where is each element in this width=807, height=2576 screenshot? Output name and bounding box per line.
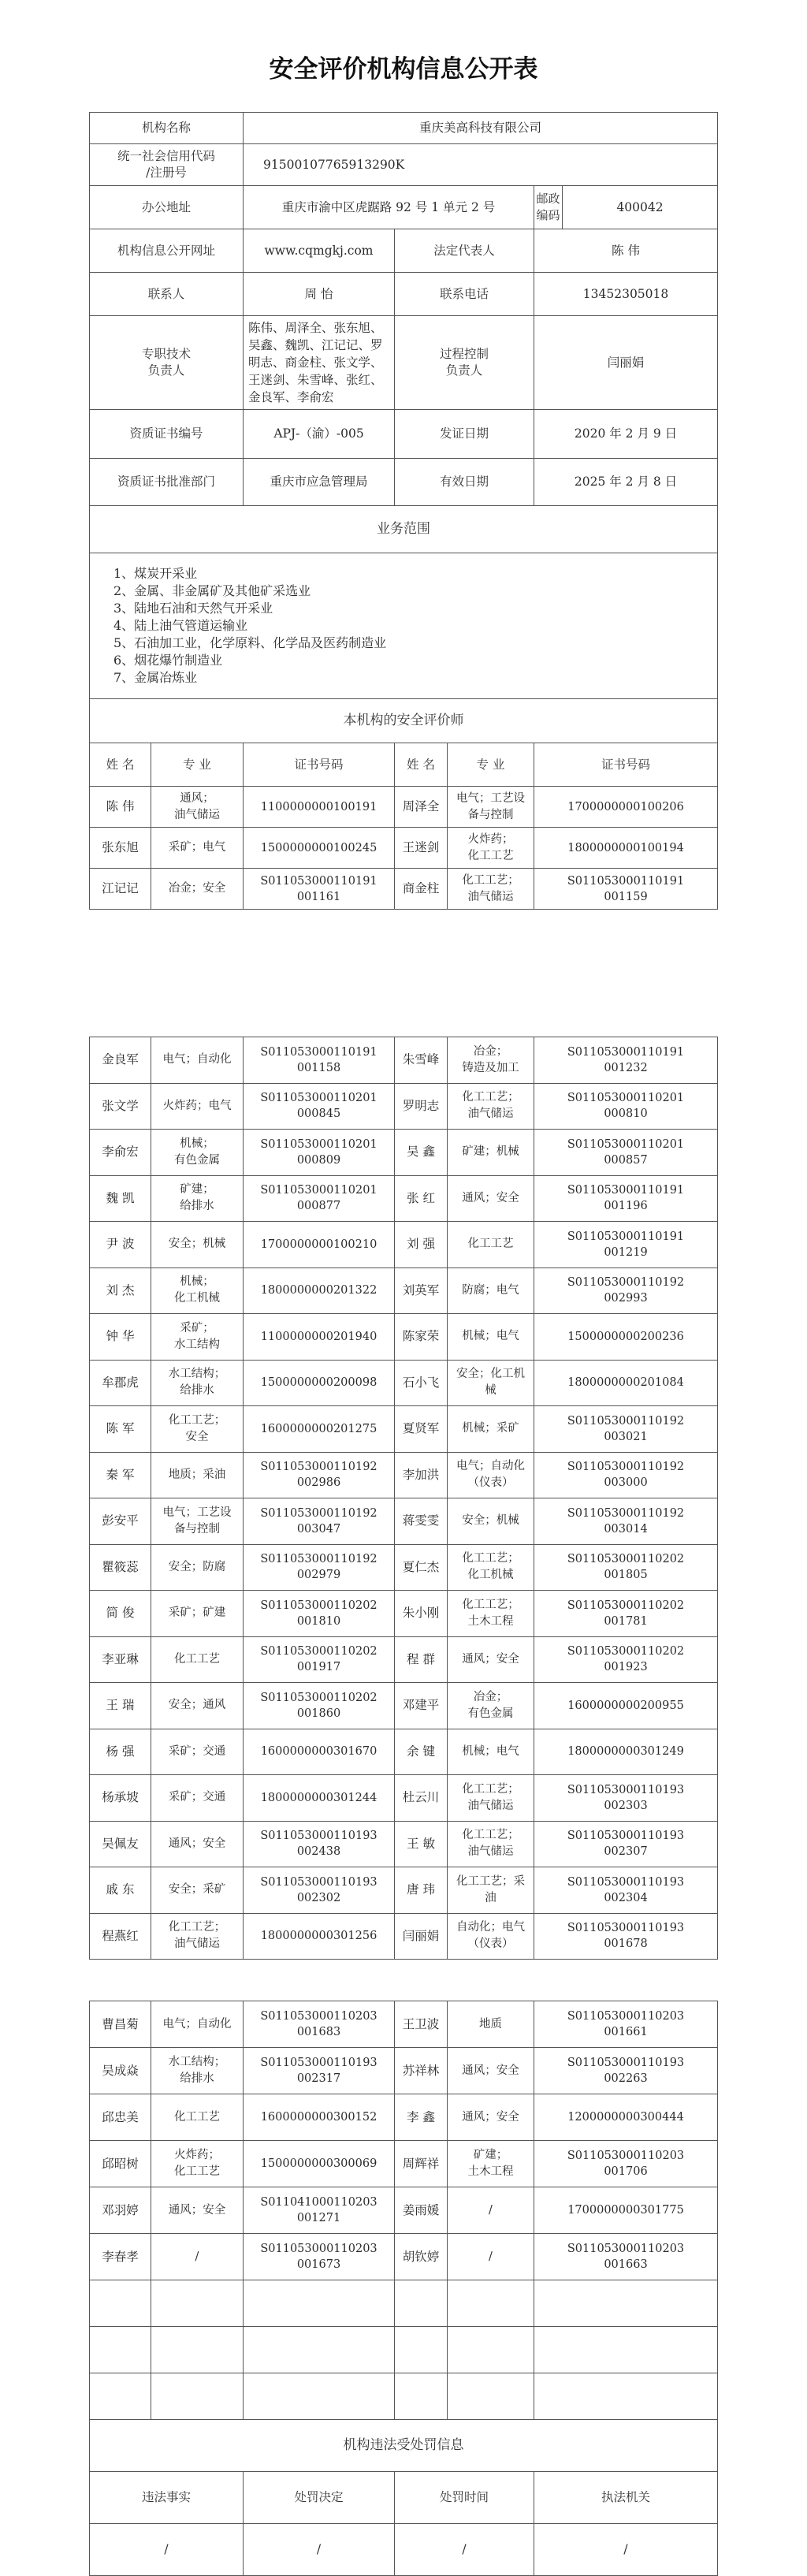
evaluator-row [90, 1175, 718, 1222]
evaluator-cert: 1800000000201322 [244, 1268, 395, 1314]
evaluator-row [90, 1821, 718, 1867]
phone-value: 13452305018 [534, 273, 718, 316]
empty-row [90, 2327, 718, 2373]
evaluator-name: 吴 鑫 [395, 1130, 448, 1176]
violation-authority-header: 执法机关 [534, 2472, 718, 2524]
evaluators-group-1 [90, 787, 718, 910]
evaluator-major: 矿建； 土木工程 [448, 2141, 534, 2187]
scope-item: 3、陆地石油和天然气开采业 [113, 601, 273, 616]
evaluator-cert: S011053000110191 001219 [534, 1222, 718, 1268]
evaluator-cert: S011053000110201 000877 [244, 1175, 395, 1222]
violation-time-value: / [395, 2524, 534, 2576]
evaluators-group-3 [90, 2001, 718, 2280]
credit-code-label: 统一社会信用代码 /注册号 [90, 144, 244, 186]
evaluator-name: 王 敏 [395, 1821, 448, 1867]
evaluator-major: 采矿； 水工结构 [151, 1314, 244, 1361]
issue-date-value: 2020 年 2 月 9 日 [534, 410, 718, 459]
evaluator-cert: S011053000110203 001673 [244, 2234, 395, 2280]
evaluator-row [90, 828, 718, 869]
evaluator-major: 通风；安全 [448, 2094, 534, 2141]
evaluator-cert: S011053000110201 000845 [244, 1083, 395, 1130]
evaluator-cert: S011053000110193 002307 [534, 1821, 718, 1867]
evaluator-name: 夏仁杰 [395, 1544, 448, 1591]
evaluator-major: / [448, 2187, 534, 2234]
evaluator-cert: S011053000110201 000809 [244, 1130, 395, 1176]
evaluator-name: 罗明志 [395, 1083, 448, 1130]
evaluator-name: 陈 军 [90, 1406, 151, 1453]
evaluator-cert: S011053000110193 001678 [534, 1913, 718, 1960]
legal-rep-value: 陈 伟 [534, 229, 718, 273]
empty-row [90, 2280, 718, 2327]
org-name-label: 机构名称 [90, 113, 244, 144]
evaluator-cert: S011053000110193 002438 [244, 1821, 395, 1867]
evaluator-cert: S011053000110192 003014 [534, 1498, 718, 1545]
evaluator-cert: 1600000000200955 [534, 1683, 718, 1729]
evaluator-major: 水工结构； 给排水 [151, 2048, 244, 2094]
evaluator-row [90, 1130, 718, 1176]
evaluator-name: 程 群 [395, 1636, 448, 1683]
issue-date-label: 发证日期 [395, 410, 534, 459]
evaluator-name: 张文学 [90, 1083, 151, 1130]
evaluator-row [90, 1452, 718, 1498]
evaluator-name: 李加洪 [395, 1452, 448, 1498]
evaluator-major: 安全；防腐 [151, 1544, 244, 1591]
evaluator-cert: S011053000110202 001917 [244, 1636, 395, 1683]
evaluator-name: 王 瑞 [90, 1683, 151, 1729]
col-cert-header: 证书号码 [534, 743, 718, 787]
evaluator-major: 电气；自动化 [151, 2001, 244, 2048]
evaluator-cert: S011053000110191 001158 [244, 1037, 395, 1084]
scope-item: 7、金属冶炼业 [113, 670, 198, 685]
evaluator-row [90, 1360, 718, 1406]
evaluator-row [90, 1636, 718, 1683]
process-lead-label: 过程控制 负责人 [395, 316, 534, 410]
evaluator-name: 曹昌菊 [90, 2001, 151, 2048]
evaluator-cert: 1500000000200236 [534, 1314, 718, 1361]
evaluator-row [90, 1867, 718, 1914]
phone-label: 联系电话 [395, 273, 534, 316]
evaluator-cert: S011041000110203 001271 [244, 2187, 395, 2234]
evaluator-cert: 1500000000100245 [244, 828, 395, 869]
scope-item: 5、石油加工业，化学原料、化学品及医药制造业 [113, 635, 387, 650]
evaluator-name: 秦 军 [90, 1452, 151, 1498]
evaluator-major: 通风； 油气储运 [151, 787, 244, 828]
col-major-header: 专 业 [151, 743, 244, 787]
evaluator-name: 余 键 [395, 1729, 448, 1775]
evaluator-name: 钟 华 [90, 1314, 151, 1361]
evaluator-cert: 1600000000201275 [244, 1406, 395, 1453]
evaluator-cert: S011053000110191 001196 [534, 1175, 718, 1222]
org-info-table [89, 112, 718, 910]
evaluator-cert: S011053000110203 001661 [534, 2001, 718, 2048]
evaluator-major: / [448, 2234, 534, 2280]
evaluator-name: 石小飞 [395, 1360, 448, 1406]
evaluator-major: 化工工艺 [151, 2094, 244, 2141]
evaluator-row [90, 2048, 718, 2094]
evaluator-row [90, 1314, 718, 1361]
evaluator-cert: S011053000110191 001159 [534, 869, 718, 910]
cert-no-label: 资质证书编号 [90, 410, 244, 459]
evaluator-name: 姜雨媛 [395, 2187, 448, 2234]
org-name-value: 重庆美高科技有限公司 [244, 113, 718, 144]
evaluator-name: 商金柱 [395, 869, 448, 910]
evaluator-major: 通风；安全 [151, 1821, 244, 1867]
evaluator-major: 安全；通风 [151, 1683, 244, 1729]
evaluator-cert: S011053000110202 001805 [534, 1544, 718, 1591]
website-value: www.cqmgkj.com [244, 229, 395, 273]
evaluator-major: 火炸药； 化工工艺 [151, 2141, 244, 2187]
evaluator-name: 邱昭树 [90, 2141, 151, 2187]
evaluator-cert: S011053000110192 003047 [244, 1498, 395, 1545]
evaluator-name: 刘英军 [395, 1268, 448, 1314]
evaluator-name: 江记记 [90, 869, 151, 910]
evaluator-cert: 1500000000300069 [244, 2141, 395, 2187]
evaluator-name: 胡钦婷 [395, 2234, 448, 2280]
evaluator-major: 安全；机械 [448, 1498, 534, 1545]
evaluator-row [90, 787, 718, 828]
evaluator-cert: 1700000000301775 [534, 2187, 718, 2234]
page-title: 安全评价机构信息公开表 [269, 55, 538, 84]
violation-decision-value: / [244, 2524, 395, 2576]
evaluator-cert: S011053000110191 001161 [244, 869, 395, 910]
evaluator-name: 杜云川 [395, 1775, 448, 1822]
evaluator-name: 李俞宏 [90, 1130, 151, 1176]
evaluator-major: 地质 [448, 2001, 534, 2048]
evaluator-row [90, 1268, 718, 1314]
evaluator-major: 冶金； 铸造及加工 [448, 1037, 534, 1084]
evaluators-group-2 [90, 1037, 718, 1960]
business-scope-heading: 业务范围 [90, 506, 718, 553]
evaluator-cert: 1500000000200098 [244, 1360, 395, 1406]
evaluator-name: 唐 玮 [395, 1867, 448, 1914]
evaluator-name: 魏 凯 [90, 1175, 151, 1222]
violation-authority-value: / [534, 2524, 718, 2576]
evaluator-name: 吴成焱 [90, 2048, 151, 2094]
evaluator-major: 采矿；电气 [151, 828, 244, 869]
evaluator-major: 通风；安全 [448, 1175, 534, 1222]
violations-heading: 机构违法受处罚信息 [90, 2420, 718, 2472]
evaluator-major: 电气；工艺设 备与控制 [448, 787, 534, 828]
evaluator-cert: 1100000000201940 [244, 1314, 395, 1361]
evaluators-table-3 [89, 2001, 718, 2576]
evaluator-major: 火炸药； 化工工艺 [448, 828, 534, 869]
evaluator-major: 采矿；交通 [151, 1775, 244, 1822]
evaluator-row [90, 2094, 718, 2141]
evaluator-major: 机械； 化工机械 [151, 1268, 244, 1314]
postcode-value: 400042 [563, 186, 718, 229]
evaluator-row [90, 1498, 718, 1545]
evaluator-major: 化工工艺 [448, 1222, 534, 1268]
evaluator-major: 电气；自动化 （仪表） [448, 1452, 534, 1498]
evaluator-cert: 1700000000100206 [534, 787, 718, 828]
evaluator-name: 彭安平 [90, 1498, 151, 1545]
scope-item: 2、金属、非金属矿及其他矿采选业 [113, 583, 311, 598]
evaluator-name: 王卫波 [395, 2001, 448, 2048]
evaluator-row [90, 1729, 718, 1775]
evaluator-major: 矿建；机械 [448, 1130, 534, 1176]
evaluator-row [90, 869, 718, 910]
violation-decision-header: 处罚决定 [244, 2472, 395, 2524]
evaluator-cert: S011053000110192 003021 [534, 1406, 718, 1453]
evaluator-cert: S011053000110193 002303 [534, 1775, 718, 1822]
evaluator-major: 化工工艺； 油气储运 [448, 869, 534, 910]
evaluator-row [90, 1683, 718, 1729]
contact-label: 联系人 [90, 273, 244, 316]
evaluator-name: 邓建平 [395, 1683, 448, 1729]
evaluator-name: 邱忠美 [90, 2094, 151, 2141]
evaluator-cert: S011053000110193 002302 [244, 1867, 395, 1914]
col-name-header: 姓 名 [395, 743, 448, 787]
evaluator-row [90, 2234, 718, 2280]
violation-fact-header: 违法事实 [90, 2472, 244, 2524]
evaluator-major: 化工工艺； 土木工程 [448, 1591, 534, 1637]
evaluator-name: 夏贤军 [395, 1406, 448, 1453]
evaluator-major: 水工结构； 给排水 [151, 1360, 244, 1406]
col-cert-header: 证书号码 [244, 743, 395, 787]
evaluator-name: 张 红 [395, 1175, 448, 1222]
evaluator-major: 自动化；电气 （仪表） [448, 1913, 534, 1960]
evaluator-cert: S011053000110193 002304 [534, 1867, 718, 1914]
scope-item: 1、煤炭开采业 [113, 566, 198, 581]
evaluator-major: 安全；采矿 [151, 1867, 244, 1914]
evaluator-cert: 1800000000301256 [244, 1913, 395, 1960]
evaluator-major: 化工工艺； 安全 [151, 1406, 244, 1453]
evaluator-name: 瞿筱蕊 [90, 1544, 151, 1591]
credit-code-value: 91500107765913290K [244, 144, 718, 186]
evaluator-name: 尹 波 [90, 1222, 151, 1268]
evaluator-major: 冶金；安全 [151, 869, 244, 910]
violation-fact-value: / [90, 2524, 244, 2576]
evaluator-cert: S011053000110203 001683 [244, 2001, 395, 2048]
violation-time-header: 处罚时间 [395, 2472, 534, 2524]
evaluator-row [90, 1913, 718, 1960]
evaluator-major: 机械； 有色金属 [151, 1130, 244, 1176]
address-value: 重庆市渝中区虎踞路 92 号 1 单元 2 号 [244, 186, 534, 229]
evaluator-name: 朱小刚 [395, 1591, 448, 1637]
evaluator-cert: S011053000110193 002263 [534, 2048, 718, 2094]
evaluator-major: 化工工艺；采 油 [448, 1867, 534, 1914]
evaluator-cert: 1800000000100194 [534, 828, 718, 869]
evaluator-cert: S011053000110202 001860 [244, 1683, 395, 1729]
evaluator-major: 冶金； 有色金属 [448, 1683, 534, 1729]
evaluator-row [90, 1083, 718, 1130]
tech-lead-value: 陈伟、周泽全、张东旭、吴鑫、魏凯、江记记、罗明志、商金柱、张文学、王迷剑、朱雪峰、张红、金良军、李俞宏 [244, 316, 395, 410]
cert-no-value: APJ-（渝）-005 [244, 410, 395, 459]
evaluator-name: 张东旭 [90, 828, 151, 869]
evaluator-major: 化工工艺； 油气储运 [448, 1821, 534, 1867]
evaluator-major: 电气；工艺设 备与控制 [151, 1498, 244, 1545]
evaluator-major: 矿建； 给排水 [151, 1175, 244, 1222]
evaluator-major: 安全；机械 [151, 1222, 244, 1268]
evaluator-major: 电气；自动化 [151, 1037, 244, 1084]
evaluator-name: 周辉祥 [395, 2141, 448, 2187]
evaluator-row [90, 1037, 718, 1084]
evaluator-cert: S011053000110203 001663 [534, 2234, 718, 2280]
evaluator-major: 通风；安全 [448, 2048, 534, 2094]
evaluator-row [90, 2001, 718, 2048]
approval-dept-label: 资质证书批准部门 [90, 459, 244, 506]
evaluator-cert: S011053000110202 001923 [534, 1636, 718, 1683]
evaluator-name: 简 俊 [90, 1591, 151, 1637]
evaluators-table-2 [89, 1037, 718, 1960]
approval-dept-value: 重庆市应急管理局 [244, 459, 395, 506]
evaluator-cert: S011053000110191 001232 [534, 1037, 718, 1084]
evaluator-cert: 1600000000300152 [244, 2094, 395, 2141]
evaluator-cert: S011053000110201 000810 [534, 1083, 718, 1130]
evaluator-name: 牟郡虎 [90, 1360, 151, 1406]
evaluator-name: 陈家荣 [395, 1314, 448, 1361]
evaluator-major: 防腐；电气 [448, 1268, 534, 1314]
evaluator-major: 机械；电气 [448, 1314, 534, 1361]
evaluator-name: 周泽全 [395, 787, 448, 828]
evaluator-name: 金良军 [90, 1037, 151, 1084]
evaluator-name: 蒋雯雯 [395, 1498, 448, 1545]
evaluator-name: 李 鑫 [395, 2094, 448, 2141]
evaluator-cert: 1800000000301244 [244, 1775, 395, 1822]
evaluator-major: 采矿；矿建 [151, 1591, 244, 1637]
evaluator-name: 刘 强 [395, 1222, 448, 1268]
evaluator-row [90, 1591, 718, 1637]
evaluator-name: 戚 东 [90, 1867, 151, 1914]
evaluator-name: 陈 伟 [90, 787, 151, 828]
evaluator-cert: 1700000000100210 [244, 1222, 395, 1268]
evaluator-major: 化工工艺； 油气储运 [151, 1913, 244, 1960]
evaluator-major: 化工工艺； 化工机械 [448, 1544, 534, 1591]
evaluator-cert: S011053000110192 003000 [534, 1452, 718, 1498]
evaluator-name: 吴佩友 [90, 1821, 151, 1867]
evaluator-name: 王迷剑 [395, 828, 448, 869]
evaluator-name: 朱雪峰 [395, 1037, 448, 1084]
tech-lead-label: 专职技术 负责人 [90, 316, 244, 410]
col-major-header: 专 业 [448, 743, 534, 787]
postcode-label: 邮政编码 [534, 186, 563, 229]
evaluator-cert: S011053000110202 001810 [244, 1591, 395, 1637]
evaluator-name: 杨 强 [90, 1729, 151, 1775]
evaluators-heading: 本机构的安全评价师 [90, 699, 718, 743]
legal-rep-label: 法定代表人 [395, 229, 534, 273]
evaluator-cert: S011053000110193 002317 [244, 2048, 395, 2094]
evaluator-major: 化工工艺 [151, 1636, 244, 1683]
evaluator-major: 机械；电气 [448, 1729, 534, 1775]
evaluator-major: 化工工艺； 油气储运 [448, 1775, 534, 1822]
address-label: 办公地址 [90, 186, 244, 229]
evaluator-major: 火炸药；电气 [151, 1083, 244, 1130]
contact-value: 周 怡 [244, 273, 395, 316]
evaluator-cert: 1600000000301670 [244, 1729, 395, 1775]
evaluator-cert: S011053000110192 002986 [244, 1452, 395, 1498]
evaluator-name: 苏祥林 [395, 2048, 448, 2094]
evaluator-name: 李亚琳 [90, 1636, 151, 1683]
evaluator-name: 邓羽婷 [90, 2187, 151, 2234]
evaluator-cert: S011053000110203 001706 [534, 2141, 718, 2187]
evaluator-cert: S011053000110192 002979 [244, 1544, 395, 1591]
col-name-header: 姓 名 [90, 743, 151, 787]
scope-item: 6、烟花爆竹制造业 [113, 653, 223, 668]
evaluator-name: 闫丽娟 [395, 1913, 448, 1960]
evaluator-cert: 1800000000301249 [534, 1729, 718, 1775]
evaluator-cert: 1100000000100191 [244, 787, 395, 828]
evaluator-name: 杨承坡 [90, 1775, 151, 1822]
evaluator-cert: S011053000110192 002993 [534, 1268, 718, 1314]
empty-row [90, 2373, 718, 2420]
evaluator-row [90, 2141, 718, 2187]
evaluator-cert: S011053000110201 000857 [534, 1130, 718, 1176]
evaluator-name: 李春孝 [90, 2234, 151, 2280]
evaluator-major: 机械；采矿 [448, 1406, 534, 1453]
evaluator-major: 化工工艺； 油气储运 [448, 1083, 534, 1130]
evaluator-row [90, 2187, 718, 2234]
evaluator-major: 采矿；交通 [151, 1729, 244, 1775]
scope-item: 4、陆上油气管道运输业 [113, 618, 248, 633]
website-label: 机构信息公开网址 [90, 229, 244, 273]
evaluator-name: 程燕红 [90, 1913, 151, 1960]
evaluator-row [90, 1222, 718, 1268]
evaluator-row [90, 1775, 718, 1822]
evaluator-major: 地质；采油 [151, 1452, 244, 1498]
evaluator-major: / [151, 2234, 244, 2280]
evaluator-major: 安全；化工机 械 [448, 1360, 534, 1406]
evaluator-cert: 1200000000300444 [534, 2094, 718, 2141]
evaluator-major: 通风；安全 [151, 2187, 244, 2234]
evaluator-cert: S011053000110202 001781 [534, 1591, 718, 1637]
evaluator-name: 刘 杰 [90, 1268, 151, 1314]
evaluator-cert: 1800000000201084 [534, 1360, 718, 1406]
business-scope-list [90, 553, 718, 699]
evaluator-major: 通风；安全 [448, 1636, 534, 1683]
process-lead-value: 闫丽娟 [534, 316, 718, 410]
evaluator-row [90, 1406, 718, 1453]
valid-date-value: 2025 年 2 月 8 日 [534, 459, 718, 506]
valid-date-label: 有效日期 [395, 459, 534, 506]
evaluator-row [90, 1544, 718, 1591]
